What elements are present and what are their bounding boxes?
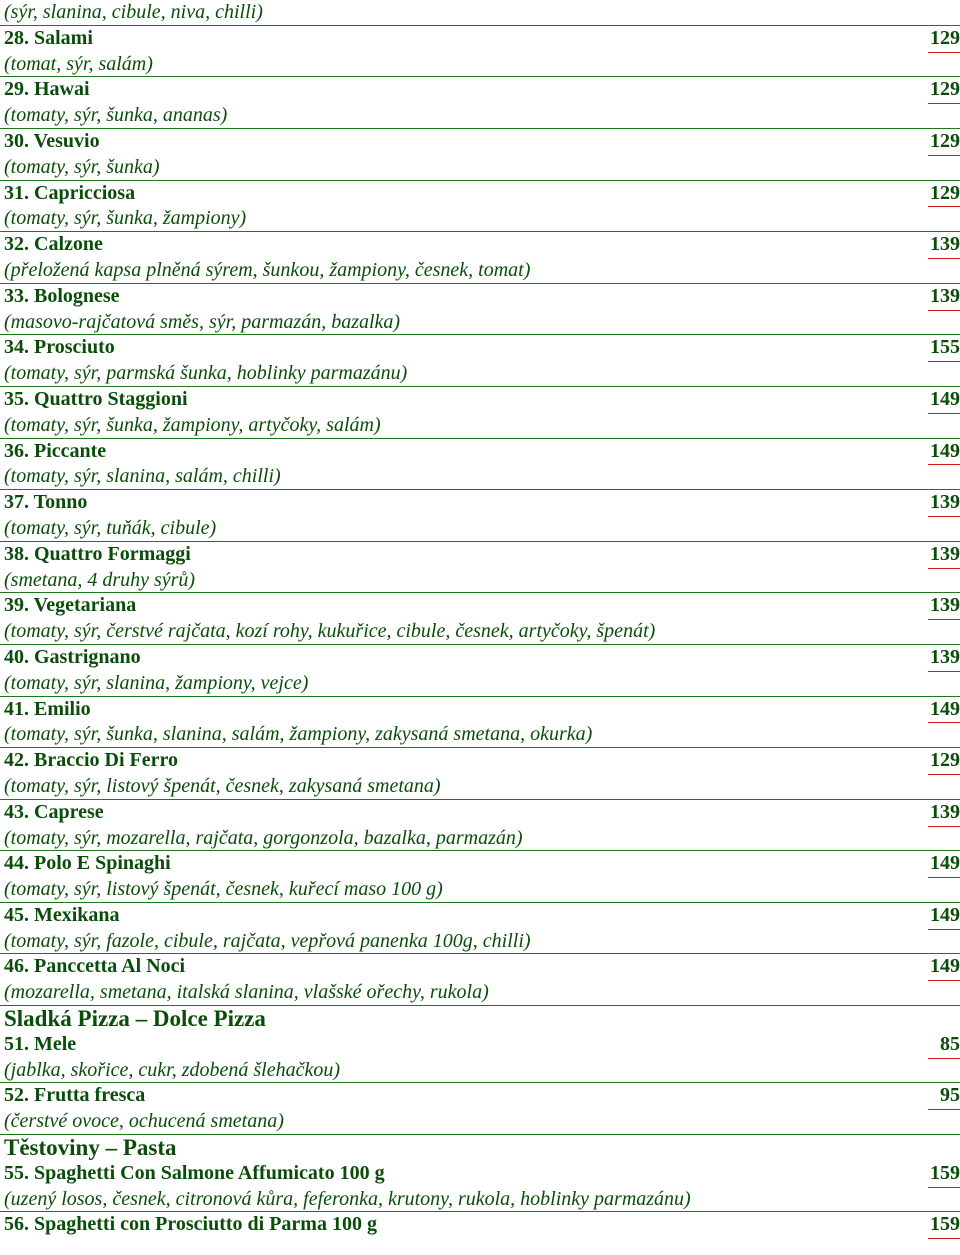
menu-item-title-row	[0, 697, 960, 723]
menu-item-description-row	[0, 310, 960, 336]
item-price: 129	[930, 749, 960, 772]
item-description: (sýr, slanina, cibule, niva, chilli)	[4, 1, 263, 23]
item-description: (tomat, sýr, salám)	[4, 52, 153, 75]
menu-item-description-row	[0, 206, 960, 232]
item-description: (mozarella, smetana, italská slanina, vlašské ořechy, rukola)	[4, 981, 489, 1004]
menu-item-description-row	[0, 155, 960, 181]
menu-item-description-row	[0, 464, 960, 490]
menu-item-description-row	[0, 361, 960, 387]
menu-item-title-row	[0, 542, 960, 568]
menu-item-title-row	[0, 645, 960, 671]
menu-item-title-row	[0, 954, 960, 980]
menu-item-description-row	[0, 929, 960, 955]
item-title: 45. Mexikana	[4, 903, 120, 926]
menu-item-description-row	[0, 774, 960, 800]
menu-item-title-row	[0, 439, 960, 465]
item-title: 29. Hawai	[4, 78, 90, 101]
menu-item-description-row	[0, 258, 960, 284]
item-price: 139	[930, 645, 960, 668]
menu-item-title-row	[0, 490, 960, 516]
menu-item-title-row	[0, 181, 960, 207]
item-title: 39. Vegetariana	[4, 594, 137, 617]
menu-item-description-row	[0, 103, 960, 129]
item-title: 34. Prosciuto	[4, 336, 115, 359]
item-price: 129	[930, 78, 960, 101]
item-title: 43. Caprese	[4, 800, 104, 823]
menu-continued-description	[0, 0, 960, 26]
item-description: (tomaty, sýr, listový špenát, česnek, kuřecí maso 100 g)	[4, 878, 443, 901]
item-title: 30. Vesuvio	[4, 129, 100, 152]
item-description: (tomaty, sýr, šunka, žampiony, artyčoky, salám)	[4, 413, 381, 436]
menu-item-description-row	[0, 1058, 960, 1084]
menu-item-title-row	[0, 851, 960, 877]
menu-item-description-row	[0, 1187, 960, 1213]
item-description: (masovo-rajčatová směs, sýr, parmazán, bazalka)	[4, 310, 401, 333]
item-title: 55. Spaghetti Con Salmone Affumicato 100 g	[4, 1161, 385, 1184]
item-title: 56. Spaghetti con Prosciutto di Parma 100 g	[4, 1213, 377, 1236]
item-price: 129	[930, 26, 960, 49]
item-title: 36. Piccante	[4, 439, 107, 462]
item-description: (tomaty, sýr, listový špenát, česnek, zakysaná smetana)	[4, 774, 441, 797]
menu-item-title-row	[0, 748, 960, 774]
item-description: (tomaty, sýr, tuňák, cibule)	[4, 516, 217, 539]
menu-item-description-row	[0, 980, 960, 1006]
item-price: 149	[930, 955, 960, 978]
menu-item-description-row	[0, 568, 960, 594]
item-price: 139	[930, 542, 960, 565]
item-description: (tomaty, sýr, šunka)	[4, 155, 160, 178]
item-title: 41. Emilio	[4, 697, 91, 720]
item-title: 40. Gastrignano	[4, 645, 141, 668]
section-heading-text: Sladká Pizza – Dolce Pizza	[4, 1006, 266, 1032]
menu-item-title-row	[0, 1032, 960, 1058]
menu-item-description-row	[0, 1109, 960, 1135]
item-price: 129	[930, 181, 960, 204]
item-description: (tomaty, sýr, parmská šunka, hoblinky parmazánu)	[4, 362, 408, 385]
item-price: 155	[930, 336, 960, 359]
item-price: 139	[930, 491, 960, 514]
menu-item-description-row	[0, 722, 960, 748]
menu-item-title-row	[0, 593, 960, 619]
item-price: 149	[930, 697, 960, 720]
menu-item-description-row	[0, 413, 960, 439]
item-description: (tomaty, sýr, fazole, cibule, rajčata, vepřová panenka 100g, chilli)	[4, 929, 531, 952]
menu-item-title-row	[0, 1161, 960, 1187]
item-price: 139	[930, 284, 960, 307]
item-description: (tomaty, sýr, čerstvé rajčata, kozí rohy, kukuřice, cibule, česnek, artyčoky, špenát)	[4, 620, 656, 643]
item-description: (tomaty, sýr, šunka, ananas)	[4, 104, 228, 127]
item-description: (tomaty, sýr, šunka, slanina, salám, žampiony, zakysaná smetana, okurka)	[4, 723, 593, 746]
item-title: 38. Quattro Formaggi	[4, 542, 191, 565]
menu-item-title-row	[0, 387, 960, 413]
item-price: 139	[930, 594, 960, 617]
menu-item-description-row	[0, 671, 960, 697]
item-description: (tomaty, sýr, mozarella, rajčata, gorgonzola, bazalka, parmazán)	[4, 826, 523, 849]
item-title: 37. Tonno	[4, 491, 88, 514]
menu-item-title-row	[0, 26, 960, 52]
menu-item-title-row	[0, 284, 960, 310]
menu-item-title-row	[0, 335, 960, 361]
section-heading-text: Těstoviny – Pasta	[4, 1135, 177, 1161]
menu-item-description-row	[0, 52, 960, 78]
menu-item-description-row	[0, 619, 960, 645]
menu-item-description-row	[0, 826, 960, 852]
item-title: 42. Braccio Di Ferro	[4, 749, 179, 772]
item-title: 31. Capricciosa	[4, 181, 136, 204]
menu-item-description-row	[0, 516, 960, 542]
item-price: 159	[930, 1213, 960, 1236]
item-price: 95	[940, 1084, 960, 1107]
item-description: (jablka, skořice, cukr, zdobená šlehačkou)	[4, 1058, 341, 1081]
item-price: 149	[930, 903, 960, 926]
menu-item-title-row	[0, 800, 960, 826]
menu-item-title-row	[0, 77, 960, 103]
item-title: 46. Panccetta Al Noci	[4, 955, 186, 978]
item-description: (tomaty, sýr, slanina, salám, chilli)	[4, 465, 281, 488]
item-title: 33. Bolognese	[4, 284, 120, 307]
item-title: 28. Salami	[4, 26, 93, 49]
item-price: 149	[930, 387, 960, 410]
item-price: 149	[930, 439, 960, 462]
item-description: (přeložená kapsa plněná sýrem, šunkou, žampiony, česnek, tomat)	[4, 258, 531, 281]
item-title: 35. Quattro Staggioni	[4, 387, 188, 410]
item-price: 159	[930, 1161, 960, 1184]
item-title: 32. Calzone	[4, 233, 103, 256]
item-description: (tomaty, sýr, slanina, žampiony, vejce)	[4, 671, 309, 694]
section-heading	[0, 1006, 960, 1032]
item-price: 85	[940, 1032, 960, 1055]
item-description: (čerstvé ovoce, ochucená smetana)	[4, 1110, 284, 1133]
menu-item-title-row	[0, 1083, 960, 1109]
menu-item-description-row	[0, 877, 960, 903]
section-heading	[0, 1135, 960, 1161]
menu-item-title-row	[0, 903, 960, 929]
item-price: 139	[930, 800, 960, 823]
item-title: 52. Frutta fresca	[4, 1084, 146, 1107]
item-price: 129	[930, 129, 960, 152]
item-description: (uzený losos, česnek, citronová kůra, feferonka, krutony, rukola, hoblinky parmazánu)	[4, 1187, 691, 1210]
menu-item-title-row	[0, 129, 960, 155]
item-price: 139	[930, 233, 960, 256]
menu-item-title-row	[0, 232, 960, 258]
menu-item-title-row	[0, 1212, 960, 1238]
item-title: 44. Polo E Spinaghi	[4, 852, 171, 875]
item-price: 149	[930, 852, 960, 875]
item-description: (smetana, 4 druhy sýrů)	[4, 568, 196, 591]
item-description: (tomaty, sýr, šunka, žampiony)	[4, 207, 247, 230]
item-title: 51. Mele	[4, 1032, 77, 1055]
